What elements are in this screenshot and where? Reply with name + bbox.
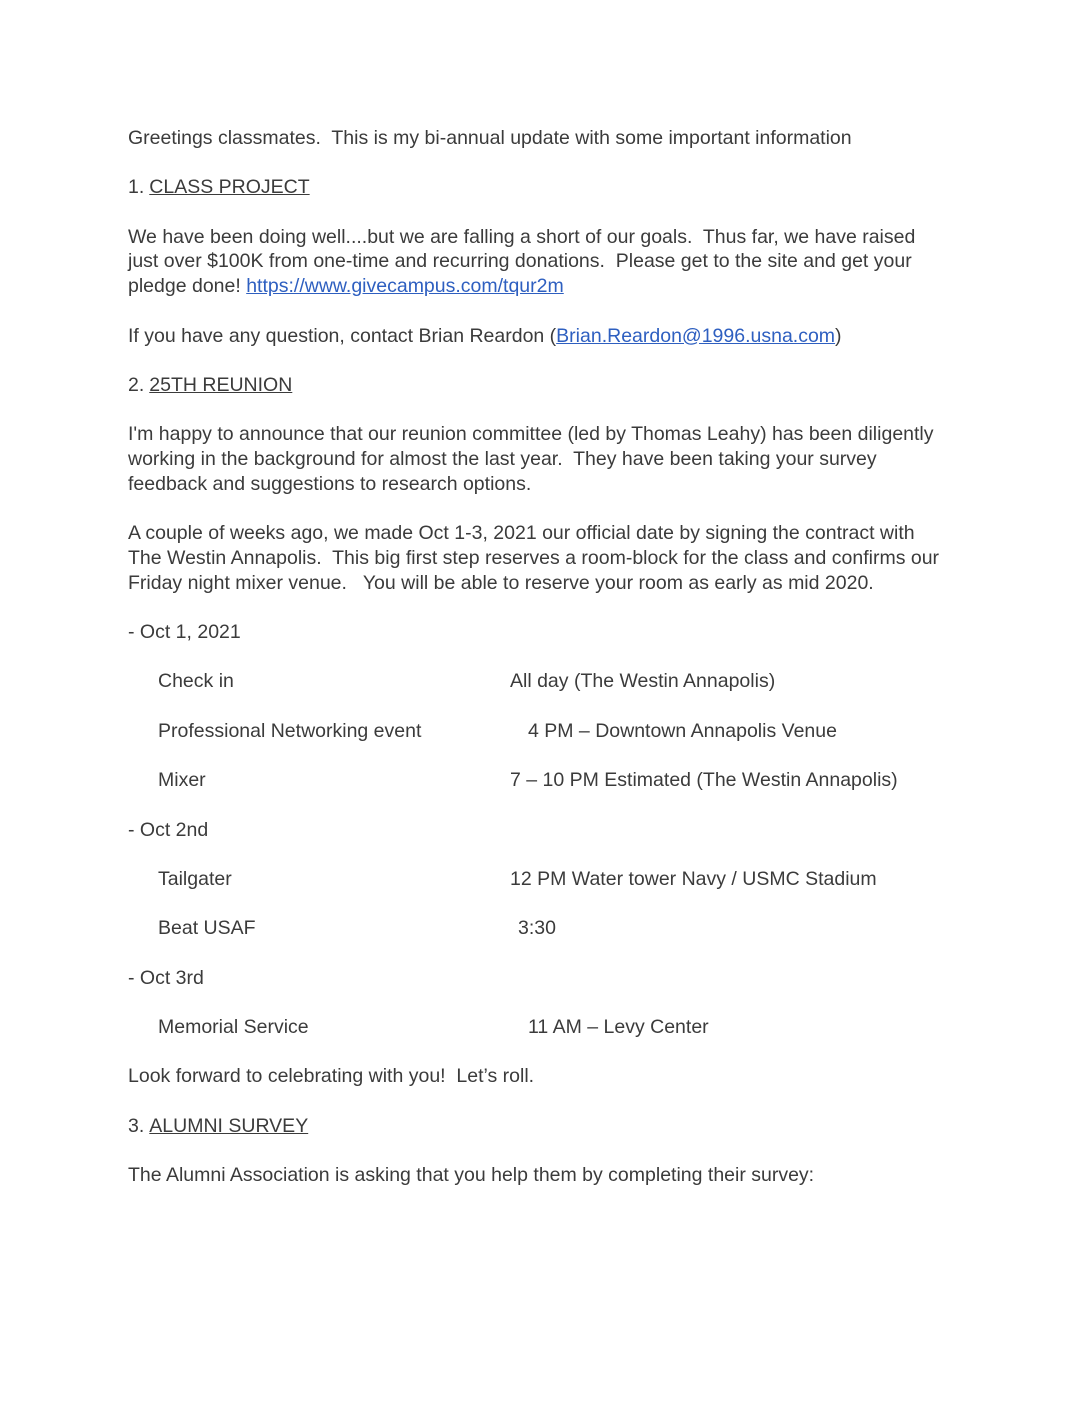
event-label: Beat USAF	[158, 917, 256, 940]
document-body	[128, 126, 950, 1213]
contact-paragraph	[128, 324, 950, 349]
contact-text-pre: If you have any question, contact Brian Reardon (	[128, 324, 557, 347]
event-detail: 7 – 10 PM Estimated (The Westin Annapolis)	[510, 769, 898, 792]
email-link[interactable]: Brian.Reardon@1996.usna.com	[556, 324, 836, 347]
intro-paragraph: Greetings classmates. This is my bi-annual update with some important information	[128, 127, 852, 149]
event-label: Check in	[158, 670, 234, 693]
givecampus-link[interactable]: https://www.givecampus.com/tqur2m	[246, 275, 564, 298]
class-project-paragraph	[128, 225, 950, 299]
schedule-day-oct1: - Oct 1, 2021	[128, 620, 241, 643]
event-detail: 4 PM – Downtown Annapolis Venue	[528, 719, 837, 742]
schedule-day-oct2: - Oct 2nd	[128, 818, 209, 841]
schedule-row	[128, 867, 950, 892]
section-1-number: 1.	[128, 176, 145, 199]
section-2-heading	[128, 373, 950, 398]
event-label: Tailgater	[158, 867, 232, 890]
section-2-number: 2.	[128, 373, 145, 396]
event-detail: 11 AM – Levy Center	[528, 1016, 709, 1039]
schedule-row	[128, 1015, 950, 1040]
section-3-number: 3.	[128, 1114, 145, 1137]
section-3-title: ALUMNI SURVEY	[149, 1114, 309, 1137]
reunion-paragraph-1: I'm happy to announce that our reunion committee (led by Thomas Leahy) has been diligently working in the background for almost the last year. They have been taking your survey feedback and suggestions to research options.	[128, 423, 939, 495]
event-label: Professional Networking event	[158, 719, 422, 742]
event-detail: 3:30	[518, 917, 556, 940]
schedule-row	[128, 768, 950, 793]
schedule-row	[128, 719, 950, 744]
schedule-row	[128, 669, 950, 694]
section-3-heading	[128, 1114, 950, 1139]
event-label: Memorial Service	[158, 1016, 309, 1039]
event-label: Mixer	[158, 769, 206, 792]
closing-paragraph: Look forward to celebrating with you! Let’s roll.	[128, 1065, 535, 1088]
reunion-paragraph-2: A couple of weeks ago, we made Oct 1-3, 2021 our official date by signing the contract with The Westin Annapolis. This big first step reserves a room-block for the class and confirms our Friday night mixer venue. You will be able to reserve your room as early as mid 2020.	[128, 522, 945, 594]
class-project-text: We have been doing well....but we are falling a short of our goals. Thus far, we have raised just over $100K from one-time and recurring donations. Please get to the site and get your pledge done!	[128, 225, 921, 298]
section-2-title: 25TH REUNION	[149, 373, 293, 396]
alumni-survey-paragraph: The Alumni Association is asking that you help them by completing their survey:	[128, 1164, 815, 1187]
section-1-heading	[128, 175, 950, 200]
section-1-title: CLASS PROJECT	[149, 176, 310, 199]
contact-text-post: )	[835, 324, 842, 347]
event-detail: All day (The Westin Annapolis)	[510, 670, 776, 693]
schedule-day-oct3: - Oct 3rd	[128, 966, 204, 989]
event-detail: 12 PM Water tower Navy / USMC Stadium	[510, 867, 877, 890]
schedule-row	[128, 916, 950, 941]
